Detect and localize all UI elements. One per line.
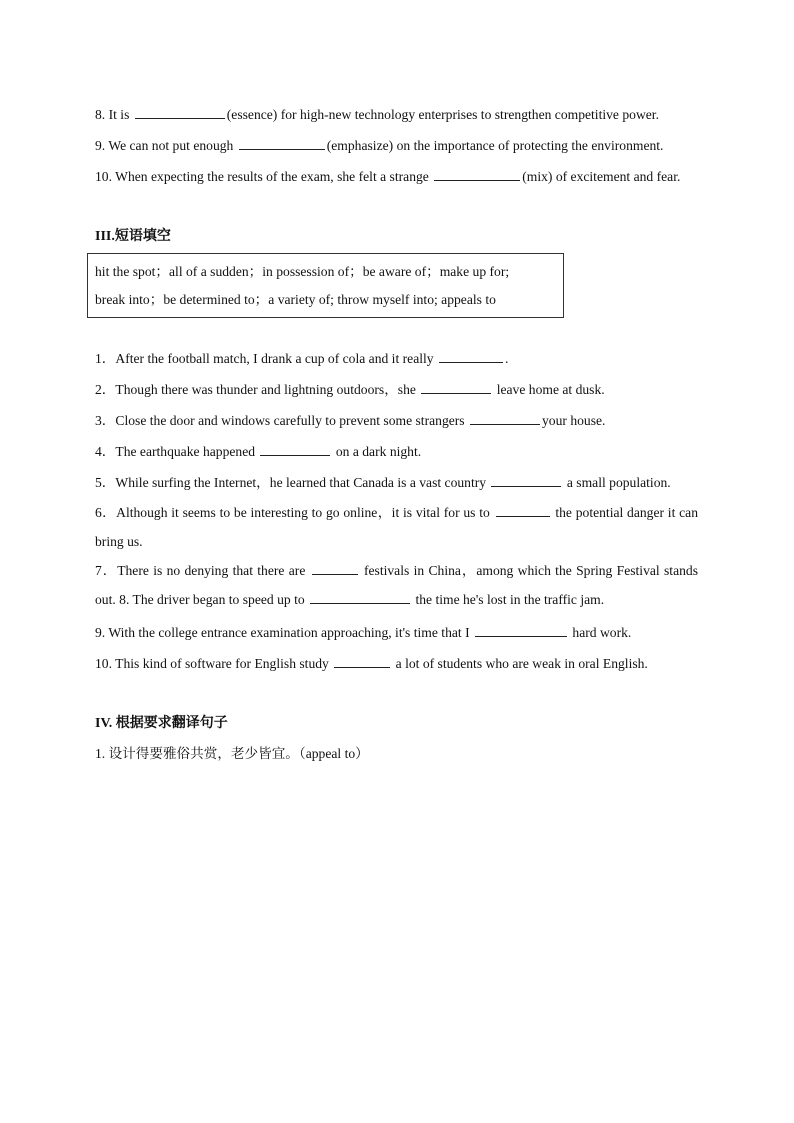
item-text: a lot of students who are weak in oral English. xyxy=(392,656,648,671)
item-text: 2．Though there was thunder and lightning outdoors，she xyxy=(95,382,420,397)
item-text: the potential danger it can bring us. xyxy=(95,505,698,549)
answer-blank[interactable] xyxy=(470,412,540,425)
section-heading: IV. 根据要求翻译句子 xyxy=(95,716,228,731)
item-text: 6．Although it seems to be interesting to go online，it is vital for us to xyxy=(95,505,494,520)
answer-blank[interactable] xyxy=(491,474,561,487)
answer-blank[interactable] xyxy=(439,350,503,363)
item-text: 9. We can not put enough xyxy=(95,138,237,153)
phrase-item-6 xyxy=(95,498,698,556)
item-text: (essence) for high-new technology enterprises to strengthen competitive power. xyxy=(226,107,659,122)
phrase-item-3 xyxy=(95,405,698,436)
item-text: a small population. xyxy=(563,475,671,490)
answer-blank[interactable] xyxy=(260,443,330,456)
phrase-item-1 xyxy=(95,343,698,374)
answer-blank[interactable] xyxy=(434,168,520,181)
answer-blank[interactable] xyxy=(334,655,390,668)
exercise-item-9 xyxy=(95,130,698,161)
item-text: hard work. xyxy=(569,625,632,640)
item-text: 4．The earthquake happened xyxy=(95,444,259,459)
answer-blank[interactable] xyxy=(239,137,325,150)
phrase-bank-box xyxy=(87,253,564,318)
phrase-item-7-8 xyxy=(95,556,698,614)
item-text: 8. It is xyxy=(95,107,133,122)
item-text: (emphasize) on the importance of protecting the environment. xyxy=(326,138,664,153)
answer-blank[interactable] xyxy=(496,504,550,517)
phrase-item-2 xyxy=(95,374,698,405)
answer-blank[interactable] xyxy=(475,624,567,637)
answer-blank[interactable] xyxy=(310,591,410,604)
item-text: leave home at dusk. xyxy=(493,382,605,397)
item-text: 5．While surfing the Internet，he learned that Canada is a vast country xyxy=(95,475,490,490)
phrase-item-10 xyxy=(95,648,698,679)
translation-item-1: 1. 设计得要雅俗共赏，老少皆宜。（appeal to） xyxy=(95,746,369,761)
item-text: (mix) of excitement and fear. xyxy=(522,169,681,184)
exercise-item-10 xyxy=(95,161,698,192)
item-text: 9. With the college entrance examination approaching, it's time that I xyxy=(95,625,473,640)
phrase-item-9 xyxy=(95,617,698,648)
phrase-bank-line: hit the spot；all of a sudden；in possession of；be aware of；make up for; xyxy=(95,264,510,279)
item-text: on a dark night. xyxy=(332,444,422,459)
item-text: 3．Close the door and windows carefully to prevent some strangers xyxy=(95,413,468,428)
answer-blank[interactable] xyxy=(135,106,225,119)
answer-blank[interactable] xyxy=(312,562,358,575)
document-content xyxy=(95,99,698,766)
item-text: the time he's lost in the traffic jam. xyxy=(412,592,605,607)
phrase-item-5 xyxy=(95,467,698,498)
item-text: 10. This kind of software for English study xyxy=(95,656,333,671)
phrase-item-4 xyxy=(95,436,698,467)
item-text: your house. xyxy=(542,413,606,428)
item-text: festivals in China，among which the Spring Festival stands out. 8. The driver began to speed up to xyxy=(95,563,698,607)
phrase-bank-line: break into；be determined to；a variety of; throw myself into; appeals to xyxy=(95,292,496,307)
item-text: . xyxy=(504,351,509,366)
answer-blank[interactable] xyxy=(421,381,491,394)
section-heading: III.短语填空 xyxy=(95,229,171,244)
item-text: 7．There is no denying that there are xyxy=(95,563,310,578)
item-text: 1．After the football match, I drank a cup of cola and it really xyxy=(95,351,437,366)
exercise-item-8 xyxy=(95,99,698,130)
item-text: 10. When expecting the results of the exam, she felt a strange xyxy=(95,169,433,184)
